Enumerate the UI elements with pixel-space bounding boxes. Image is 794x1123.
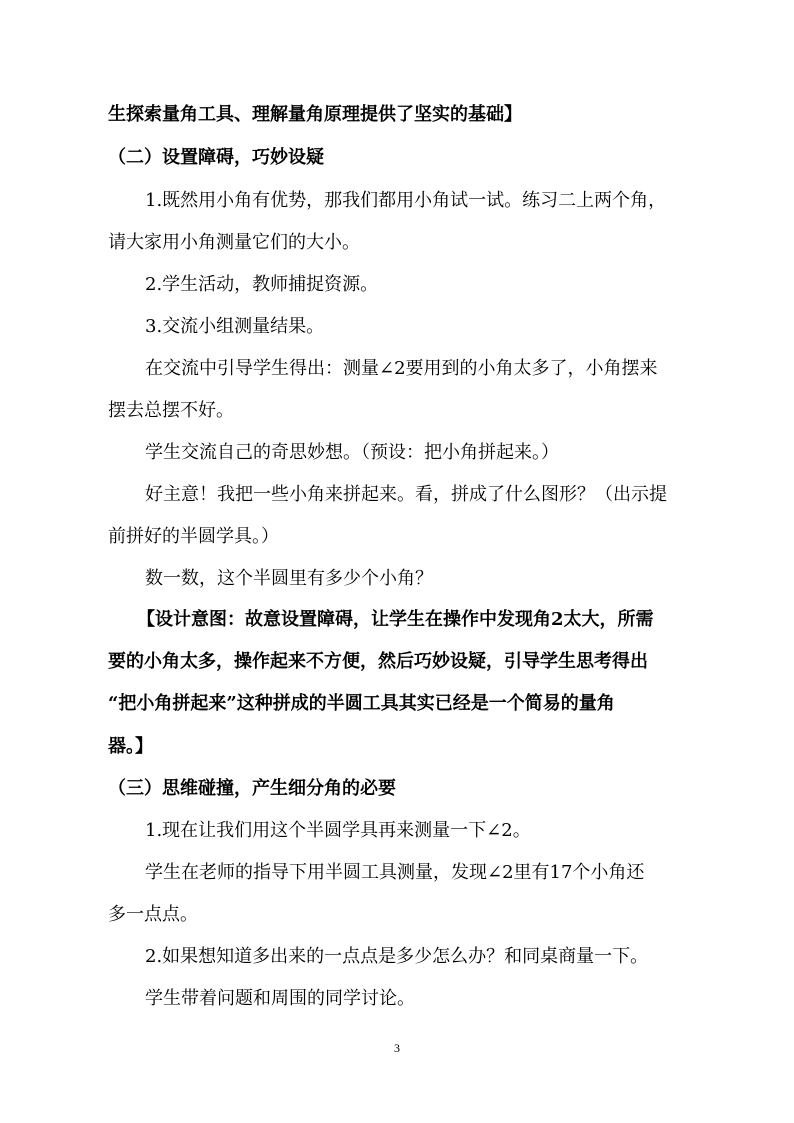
paragraph-line: 学生交流自己的奇思妙想。（预设：把小角拼起来。） <box>145 442 559 463</box>
design-intent-line: 要的小角太多，操作起来不方便，然后巧妙设疑，引导学生思考得出 <box>108 651 648 672</box>
paragraph-line: 学生带着问题和周围的同学讨论。 <box>145 988 415 1009</box>
section-heading: （二）设置障碍，巧妙设疑 <box>108 147 324 168</box>
paragraph-line: 好主意！我把一些小角来拼起来。看，拼成了什么图形？（出示提 <box>145 484 667 505</box>
paragraph-line: 请大家用小角测量它们的大小。 <box>108 232 360 253</box>
paragraph-line: 前拼好的半圆学具。） <box>108 526 279 547</box>
paragraph-line: 生探索量角工具、理解量角原理提供了坚实的基础】 <box>108 104 522 125</box>
paragraph-line: 2.如果想知道多出来的一点点是多少怎么办？和同桌商量一下。 <box>145 946 649 967</box>
paragraph-line: 数一数，这个半圆里有多少个小角？ <box>145 568 433 589</box>
design-intent-line: 【设计意图：故意设置障碍，让学生在操作中发现角2太大，所需 <box>137 609 654 630</box>
paragraph-line: 2.学生活动，教师捕捉资源。 <box>145 274 379 295</box>
design-intent-line: “把小角拼起来”这种拼成的半圆工具其实已经是一个简易的量角 <box>108 693 615 714</box>
page-number: 3 <box>394 1041 400 1055</box>
section-heading: （三）思维碰撞，产生细分角的必要 <box>108 778 396 799</box>
paragraph-line: 摆去总摆不好。 <box>108 400 234 421</box>
paragraph-line: 1.既然用小角有优势，那我们都用小角试一试。练习二上两个角， <box>145 190 667 211</box>
paragraph-line: 1.现在让我们用这个半圆学具再来测量一下∠2。 <box>145 820 531 841</box>
paragraph-line: 多一点点。 <box>108 904 198 925</box>
paragraph-line: 在交流中引导学生得出：测量∠2要用到的小角太多了，小角摆来 <box>145 358 658 379</box>
design-intent-line: 器。】 <box>108 736 153 757</box>
paragraph-line: 3.交流小组测量结果。 <box>145 316 325 337</box>
paragraph-line: 学生在老师的指导下用半圆工具测量，发现∠2里有17个小角还 <box>145 862 645 883</box>
